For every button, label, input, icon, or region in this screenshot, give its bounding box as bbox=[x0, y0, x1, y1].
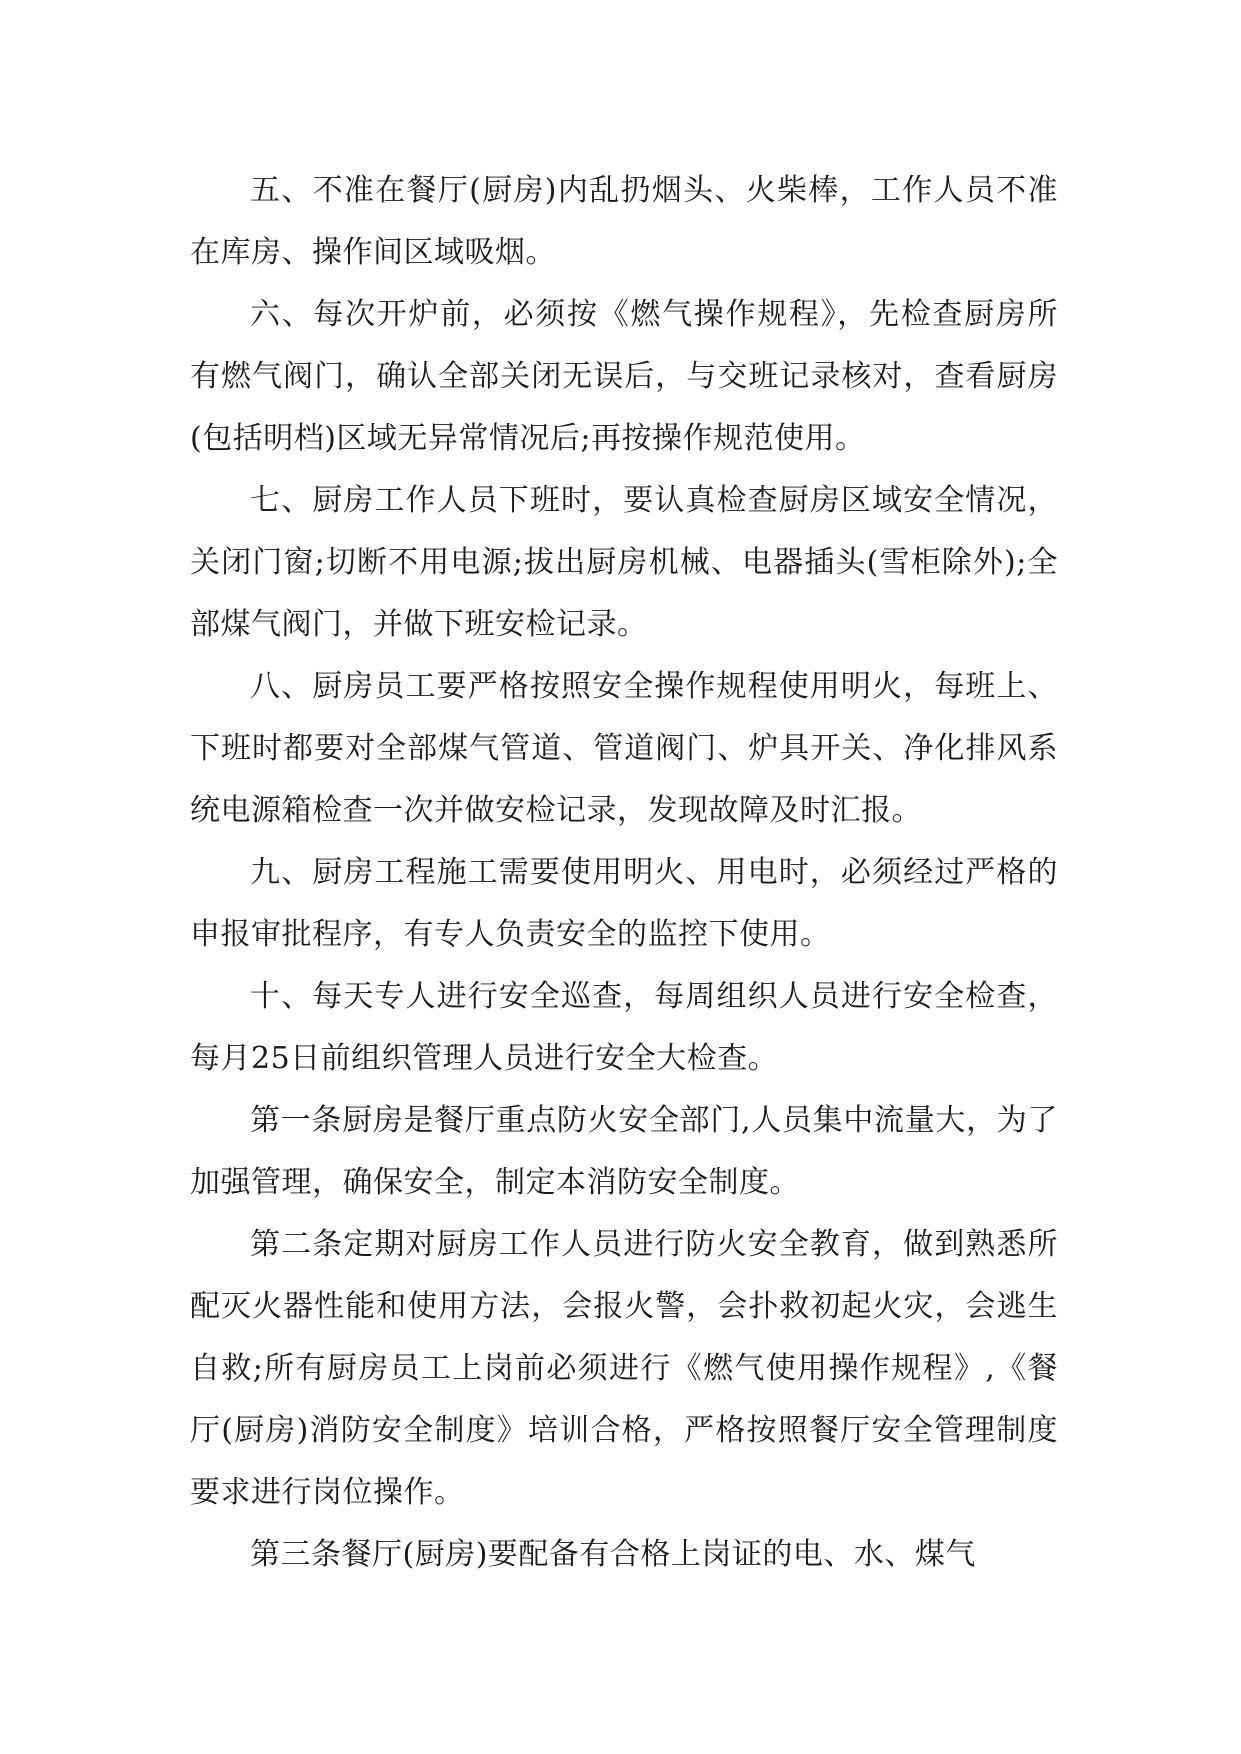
paragraph-8: 八、厨房员工要严格按照安全操作规程使用明火，每班上、下班时都要对全部煤气管道、管道阀门、炉具开关、净化排风系统电源箱检查一次并做安检记录，发现故障及时汇报。 bbox=[190, 669, 1058, 828]
document-body bbox=[190, 160, 1058, 1586]
paragraph-9: 九、厨房工程施工需要使用明火、用电时，必须经过严格的申报审批程序，有专人负责安全的监控下使用。 bbox=[190, 855, 1058, 952]
paragraph-7: 七、厨房工作人员下班时，要认真检查厨房区域安全情况，关闭门窗;切断不用电源;拔出厨房机械、电器插头(雪柜除外);全部煤气阀门，并做下班安检记录。 bbox=[190, 483, 1058, 642]
article-2: 第二条定期对厨房工作人员进行防火安全教育，做到熟悉所配灭火器性能和使用方法，会报火警，会扑救初起火灾，会逃生自救;所有厨房员工上岗前必须进行《燃气使用操作规程》,《餐厅(厨房)消防安全制度》培训合格，严格按照餐厅安全管理制度要求进行岗位操作。 bbox=[190, 1227, 1058, 1510]
paragraph-5: 五、不准在餐厅(厨房)内乱扔烟头、火柴棒，工作人员不准在库房、操作间区域吸烟。 bbox=[190, 173, 1058, 270]
article-3: 第三条餐厅(厨房)要配备有合格上岗证的电、水、煤气 bbox=[250, 1537, 976, 1572]
article-1: 第一条厨房是餐厅重点防火安全部门,人员集中流量大，为了加强管理，确保安全，制定本消防安全制度。 bbox=[190, 1103, 1058, 1200]
paragraph-10: 十、每天专人进行安全巡查，每周组织人员进行安全检查，每月25日前组织管理人员进行安全大检查。 bbox=[190, 979, 1058, 1076]
paragraph-6: 六、每次开炉前，必须按《燃气操作规程》，先检查厨房所有燃气阀门，确认全部关闭无误后，与交班记录核对，查看厨房(包括明档)区域无异常情况后;再按操作规范使用。 bbox=[190, 297, 1058, 456]
